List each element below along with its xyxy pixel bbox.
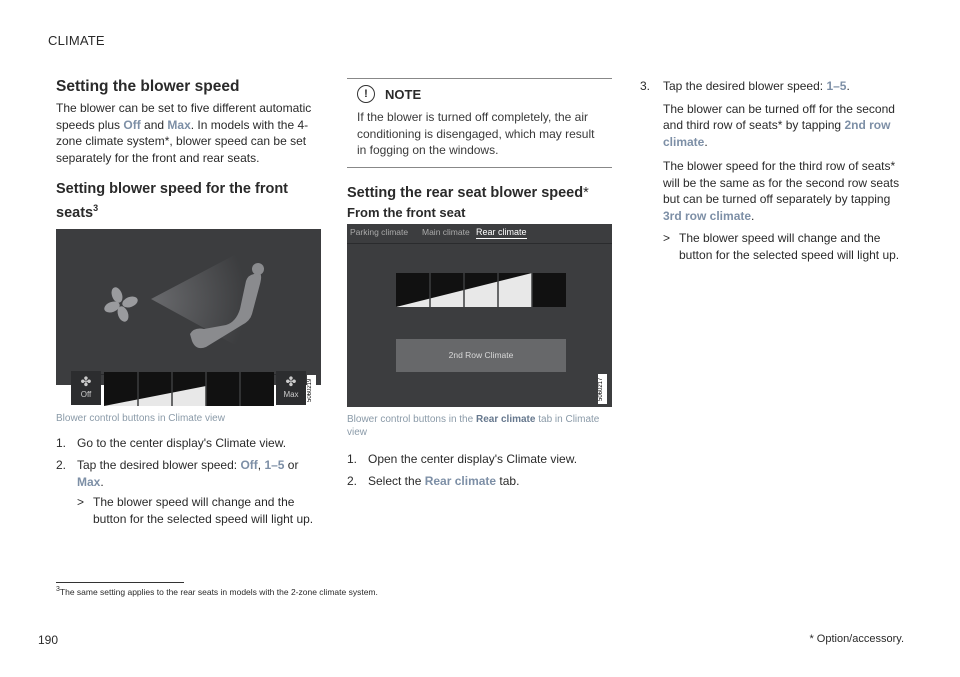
section-title: Setting the blower speed (56, 78, 240, 95)
step-3: 3. Tap the desired blower speed: 1–5. The blower can be turned off for the second and third row of seats* by tapping 2nd row climate. The blower speed for the third row of seats* will be the same as for the second row seats but can be turned off separately by tapping 3rd row climate. > The blower speed will change and the button for the selected speed will light up. (640, 78, 908, 263)
blower-max-button[interactable]: ✤ Max (276, 371, 306, 405)
fan-icon (103, 286, 139, 323)
step-result: > The blower speed will change and the button for the selected speed will light up. (77, 495, 314, 526)
intro-paragraph: The blower can be set to five different automatic speeds plus Off and Max. In models with the 4-zone climate system*, blower speed can be set separately for the front and rear seats. (56, 101, 312, 165)
note-title: NOTE (385, 86, 422, 102)
footnote: $^3$The same setting applies to the rear seats in models with the 2-zone climate system. (56, 586, 378, 597)
speed-bar (396, 273, 566, 307)
step-1: 1. Go to the center display's Climate view. (56, 435, 287, 450)
step-2: 2. Tap the desired blower speed: Off, 1–5 or Max. (56, 458, 299, 489)
option-accessory-note: * Option/accessory. (809, 633, 904, 645)
page-number: 190 (38, 633, 59, 647)
steps-list (347, 451, 612, 490)
step-3-paragraph-1: The blower can be turned off for the second and third row of seats* by tapping 2nd row climate. (663, 101, 895, 149)
step-3-paragraph-2: The blower speed for the third row of seats* will be the same as for the second row seats but can be turned off separately by tapping 3rd row climate. (663, 159, 900, 223)
note-box (347, 78, 612, 168)
tab-parking-climate[interactable]: Parking climate (350, 226, 409, 237)
step-2: 2. Select the Rear climate tab. (347, 474, 520, 488)
note-text: If the blower is turned off completely, the air conditioning is disengaged, which may result in fogging on the windows. (357, 110, 595, 157)
figure-caption: Blower control buttons in the Rear climate tab in Climate view (347, 413, 600, 438)
info-icon: ! (357, 85, 375, 103)
blower-off-button[interactable]: ✤ Off (71, 371, 101, 405)
step-1: 1. Open the center display's Climate view. (347, 451, 578, 466)
image-code: 5060217 (598, 374, 607, 404)
figure-caption: Blower control buttons in Climate view (56, 412, 225, 424)
tab-rear-climate[interactable]: Rear climate (476, 226, 527, 237)
fan-icon: ✤ (80, 373, 92, 389)
column-3 (640, 78, 908, 263)
step-result: > The blower speed will change and the button for the selected speed will light up. (663, 231, 900, 262)
tab-main-climate[interactable]: Main climate (422, 226, 470, 237)
front-climate-screen-image (56, 229, 321, 402)
column-2 (347, 78, 612, 496)
rear-climate-screen-image (347, 224, 612, 407)
second-row-climate-button[interactable]: 2nd Row Climate (396, 339, 566, 372)
fan-icon: ✤ (285, 373, 297, 389)
page-header: CLIMATE (48, 33, 105, 48)
steps-list (56, 435, 321, 491)
front-seats-heading: Setting blower speed for the front seats$^3$ (56, 181, 289, 221)
column-1 (56, 78, 321, 527)
from-front-seat-heading: From the front seat (347, 204, 466, 220)
footnote-divider (56, 582, 184, 583)
speed-bar (104, 372, 274, 406)
image-code: 5060219 (307, 375, 316, 405)
rear-seat-heading: Setting the rear seat blower speed* (347, 184, 589, 201)
